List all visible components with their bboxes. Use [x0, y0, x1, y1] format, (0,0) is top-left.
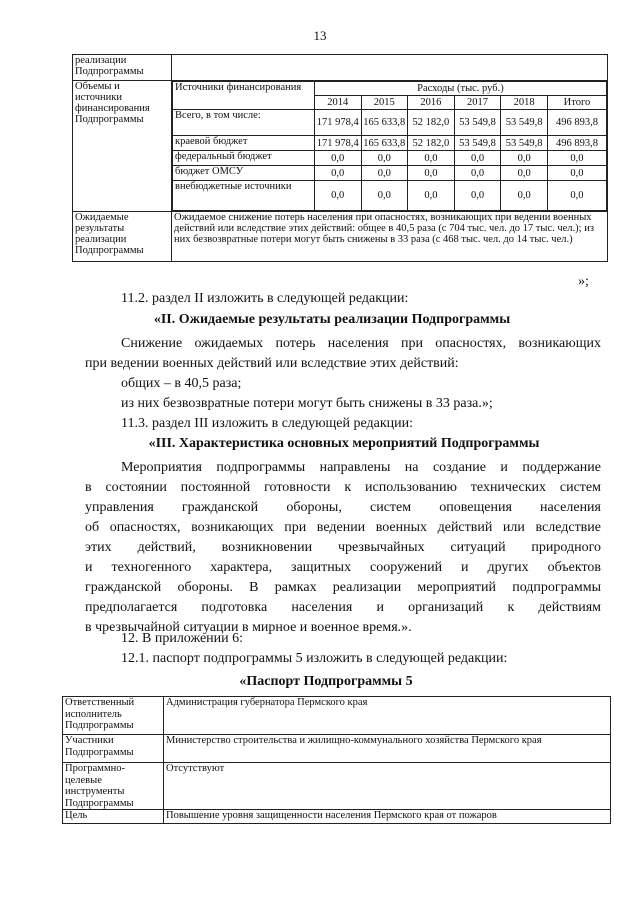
body-line: предполагается подготовка населения и организаций к действиям: [85, 600, 601, 615]
sources-header: Источники финансирования: [173, 82, 315, 110]
passport-key: Участники Подпрограммы: [63, 735, 164, 763]
passport-row: [63, 763, 611, 810]
paragraph: 11.2. раздел II изложить в следующей редакции:: [121, 291, 409, 306]
amount-cell: 0,0: [361, 181, 408, 211]
year-header: 2017: [454, 96, 501, 110]
amount-cell: 0,0: [314, 166, 361, 181]
amount-cell: 0,0: [454, 166, 501, 181]
year-header: 2016: [408, 96, 455, 110]
amount-cell: 53 549,8: [454, 136, 501, 151]
funding-subtable: [172, 81, 607, 211]
amount-cell: 52 182,0: [408, 136, 455, 151]
empty-cell: [172, 55, 608, 81]
passport-key: Цель: [63, 810, 164, 824]
amount-cell: 171 978,4: [314, 110, 361, 136]
passport-key: Ответственный исполнитель Подпрограммы: [63, 697, 164, 735]
year-header: 2015: [361, 96, 408, 110]
amount-cell: 0,0: [547, 181, 606, 211]
amount-cell: 0,0: [501, 181, 548, 211]
body-line: об опасностях, возникающих при ведении военных действий или вследствие: [85, 520, 601, 535]
source-name: Всего, в том числе:: [173, 110, 315, 136]
source-name: краевой бюджет: [173, 136, 315, 151]
amount-cell: 0,0: [501, 166, 548, 181]
passport-key: Программно-целевые инструменты Подпрограммы: [63, 763, 164, 810]
amount-cell: 0,0: [314, 151, 361, 166]
funding-row: [173, 136, 607, 151]
row-label: Объемы и источники финансирования Подпрограммы: [73, 81, 172, 212]
funding-row: [173, 110, 607, 136]
body-line: и техногенного характера, защитных сооружений и других объектов: [85, 560, 601, 575]
results-label: Ожидаемые результаты реализации Подпрограммы: [73, 212, 172, 262]
passport-value: Администрация губернатора Пермского края: [164, 697, 611, 735]
amount-cell: 0,0: [547, 166, 606, 181]
amount-cell: 0,0: [361, 151, 408, 166]
paragraph: 12.1. паспорт подпрограммы 5 изложить в следующей редакции:: [121, 651, 508, 666]
body-line: Мероприятия подпрограммы направлены на создание и поддержание: [121, 460, 601, 475]
body-line: в состоянии постоянной готовности к использованию технических систем: [85, 480, 601, 495]
paragraph: при ведении военных действий или вследствие этих действий:: [85, 356, 459, 371]
amount-cell: 0,0: [501, 151, 548, 166]
funding-row: [173, 181, 607, 211]
amount-cell: 171 978,4: [314, 136, 361, 151]
amount-cell: 0,0: [361, 166, 408, 181]
passport-row: [63, 810, 611, 824]
amount-cell: 0,0: [547, 151, 606, 166]
year-header: 2014: [314, 96, 361, 110]
amount-cell: 53 549,8: [501, 110, 548, 136]
row-label: реализации Подпрограммы: [73, 55, 172, 81]
section-heading: «II. Ожидаемые результаты реализации Подпрограммы: [153, 312, 511, 327]
amount-cell: 0,0: [314, 181, 361, 211]
amount-cell: 0,0: [408, 181, 455, 211]
paragraph: из них безвозвратные потери могут быть снижены в 33 раза.»;: [121, 396, 493, 411]
amount-cell: 52 182,0: [408, 110, 455, 136]
passport-heading: «Паспорт Подпрограммы 5: [239, 674, 413, 689]
amount-cell: 0,0: [454, 181, 501, 211]
passport-value: Отсутствуют: [164, 763, 611, 810]
passport-table: [62, 696, 611, 824]
source-name: федеральный бюджет: [173, 151, 315, 166]
section-heading: «III. Характеристика основных мероприятий Подпрограммы: [148, 436, 540, 451]
year-header: Итого: [547, 96, 606, 110]
passport-row: [63, 735, 611, 763]
results-text: Ожидаемое снижение потерь населения при опасностях, возникающих при ведении военных действий или вследствие этих действий: общее в 40,5 раза (с 704 тыс. чел. до 17 тыс. чел.); из них безвозвратные потери могут быть снижены в 33 раза (с 468 тыс. чел. до 14 тыс. чел.): [172, 212, 608, 262]
expenses-header: Расходы (тыс. руб.): [314, 82, 606, 96]
body-line: этих действий, возникновении чрезвычайных ситуаций природного: [85, 540, 601, 555]
closing-quote: »;: [578, 274, 589, 289]
source-name: внебюджетные источники: [173, 181, 315, 211]
amount-cell: 53 549,8: [454, 110, 501, 136]
year-header: 2018: [501, 96, 548, 110]
page-number: 13: [313, 28, 327, 43]
passport-value: Повышение уровня защищенности населения Пермского края от пожаров: [164, 810, 611, 824]
paragraph: 12. В приложении 6:: [121, 631, 244, 646]
amount-cell: 0,0: [408, 166, 455, 181]
funding-row: [173, 151, 607, 166]
passport-value: Министерство строительства и жилищно-коммунального хозяйства Пермского края: [164, 735, 611, 763]
amount-cell: 0,0: [454, 151, 501, 166]
amount-cell: 53 549,8: [501, 136, 548, 151]
paragraph: Снижение ожидаемых потерь населения при опасностях, возникающих: [121, 336, 601, 351]
amount-cell: 165 633,8: [361, 136, 408, 151]
source-name: бюджет ОМСУ: [173, 166, 315, 181]
amount-cell: 165 633,8: [361, 110, 408, 136]
body-line: управления гражданской обороны, систем оповещения населения: [85, 500, 601, 515]
body-line: в чрезвычайной ситуации в мирное и военное время.».: [85, 620, 412, 635]
funding-table: [72, 54, 608, 262]
amount-cell: 496 893,8: [547, 136, 606, 151]
passport-row: [63, 697, 611, 735]
body-line: гражданской обороны. В рамках реализации мероприятий подпрограммы: [85, 580, 601, 595]
paragraph: общих – в 40,5 раза;: [121, 376, 242, 391]
amount-cell: 0,0: [408, 151, 455, 166]
amount-cell: 496 893,8: [547, 110, 606, 136]
paragraph: 11.3. раздел III изложить в следующей редакции:: [121, 416, 414, 431]
funding-row: [173, 166, 607, 181]
